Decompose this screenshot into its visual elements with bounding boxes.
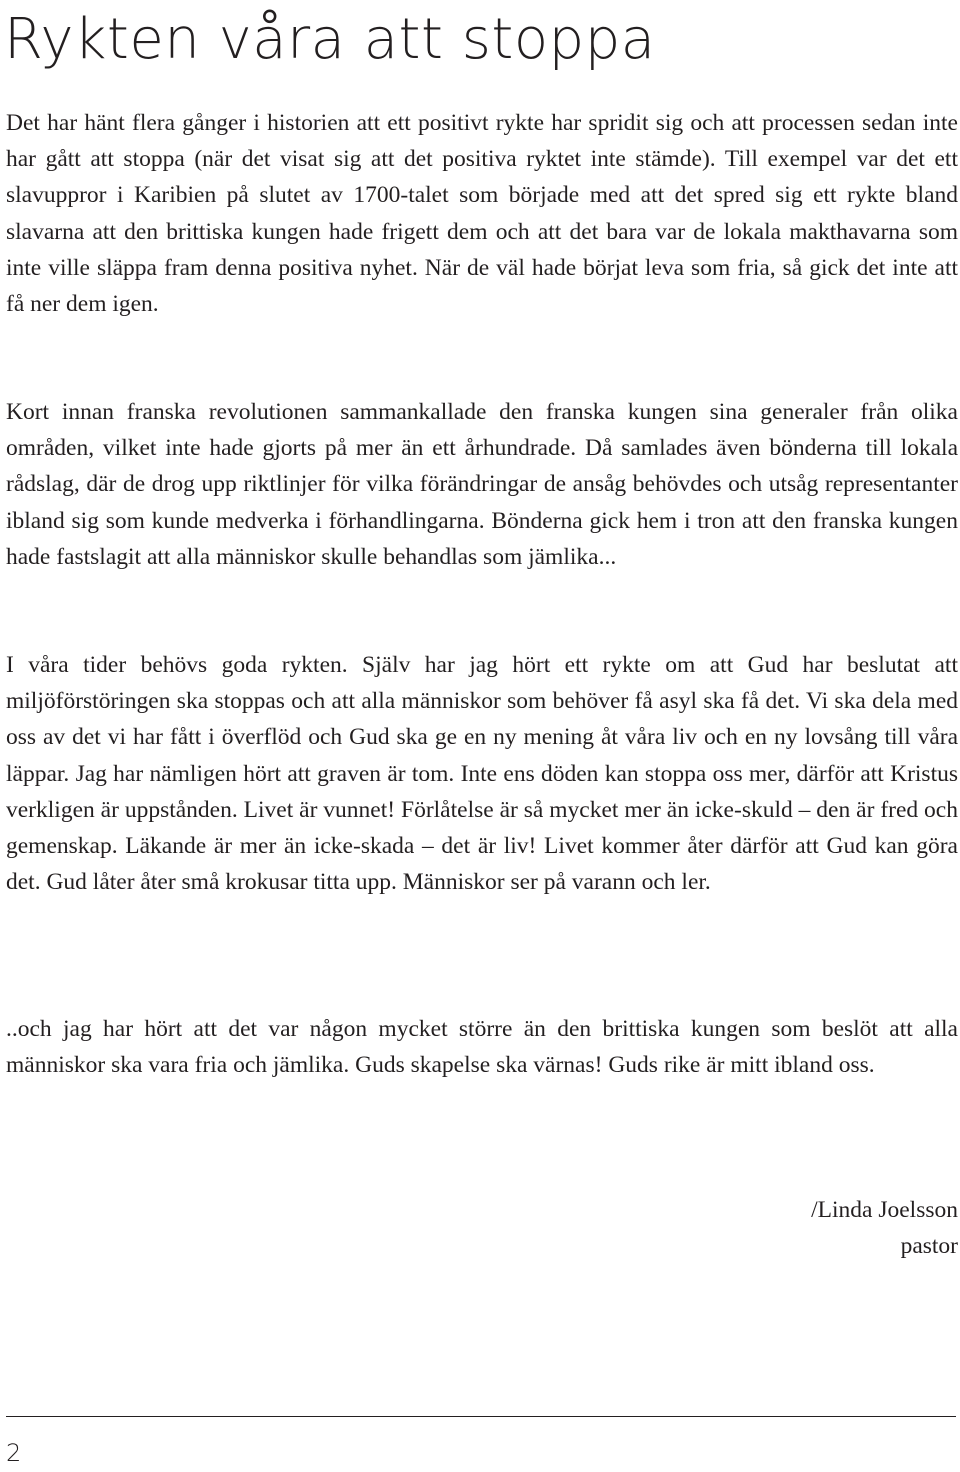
page-number: 2	[6, 1439, 22, 1467]
footer-divider	[6, 1416, 956, 1417]
signature-block	[811, 1192, 958, 1264]
page-title: Rykten våra att stoppa	[4, 7, 656, 72]
signature-name: /Linda Joelsson	[811, 1197, 958, 1223]
body-paragraph-1: Det har hänt flera gånger i historien att ett positivt rykte har spridit sig och att processen sedan inte har gått att stoppa (när det visat sig att det positiva ryktet inte stämde). Till exempel var det ett slavuppror i Karibien på slutet av 1700-talet som började med att det spred sig ett rykte bland slavarna att den brittiska kungen hade frigett dem och att det bara var de lokala makthavarna som inte ville släppa fram denna positiva nyhet. När de väl hade börjat leva som fria, så gick det inte att få ner dem igen.	[6, 110, 958, 318]
body-paragraph-4: ..och jag har hört att det var någon mycket större än den brittiska kungen som beslöt att alla människor ska vara fria och jämlika. Guds skapelse ska värnas! Guds rike är mitt ibland oss.	[6, 1016, 958, 1079]
body-paragraph-3: I våra tider behövs goda rykten. Själv har jag hört ett rykte om att Gud har beslutat att miljöförstöringen ska stoppas och att alla människor som behöver få asyl ska få det. Vi ska dela med oss av det vi har fått i överflöd och Gud ska ge en ny mening åt våra liv och en ny lovsång till våra läppar. Jag har nämligen hört att graven är tom. Inte ens döden kan stoppa oss mer, därför att Kristus verkligen är uppstånden. Livet är vunnet! Förlåtelse är så mycket mer än icke-skuld – den är fred och gemenskap. Läkande är mer än icke-skada – det är liv! Livet kommer åter därför att Gud kan göra det. Gud låter åter små krokusar titta upp. Människor ser på varann och ler.	[6, 652, 958, 896]
body-paragraph-2: Kort innan franska revolutionen sammankallade den franska kungen sina generaler från olika områden, vilket inte hade gjorts på mer än ett århundrade. Då samlades även bönderna till lokala rådslag, där de drog upp riktlinjer för vilka förändringar de ansåg behövdes och utsåg representanter ibland sig som kunde medverka i förhandlingarna. Bönderna gick hem i tron att den franska kungen hade fastslagit att alla människor skulle behandlas som jämlika...	[6, 399, 958, 570]
signature-role: pastor	[900, 1233, 958, 1260]
